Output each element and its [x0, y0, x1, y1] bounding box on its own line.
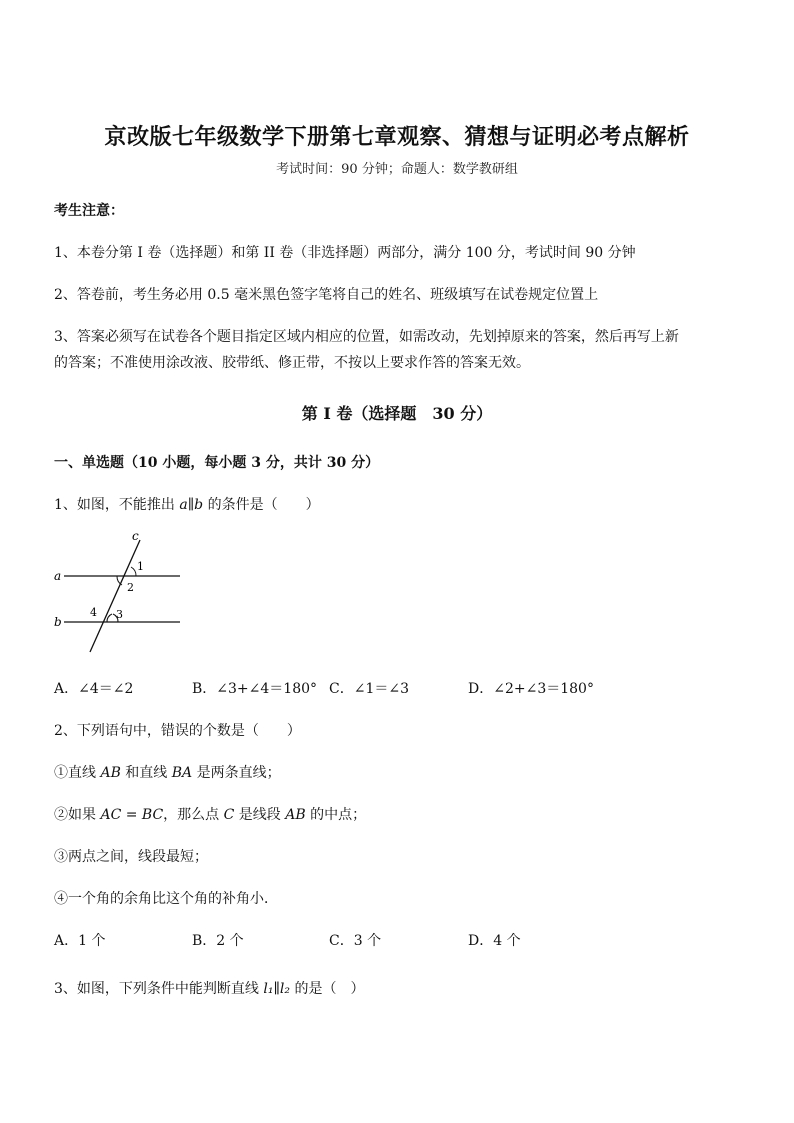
label-angle-2: 2 [127, 581, 134, 594]
question-3-math: l₁∥l₂ [263, 981, 291, 997]
question-2-statement-1 [54, 762, 281, 782]
notice-item-3: 3、答案必须写在试卷各个题目指定区域内相应的位置，如需改动，先划掉原来的答案，然后再写上新 [54, 329, 679, 345]
statement-2-text-b: ，那么点 [163, 807, 224, 823]
question-1-option-d[interactable]: D．∠2+∠3＝180° [468, 681, 594, 697]
question-2-option-b[interactable]: B．2 个 [192, 933, 244, 949]
label-b: b [54, 615, 62, 629]
question-2-option-d[interactable]: D．4 个 [468, 933, 521, 949]
question-3-text-a: 3、如图，下列条件中能判断直线 [54, 981, 264, 997]
question-2-statement-2 [54, 804, 366, 824]
statement-1-math-ab: AB [100, 765, 121, 781]
question-1-text-b: 的条件是（ ） [203, 497, 320, 513]
question-3-text-b: 的是（ ） [290, 981, 365, 997]
question-1-math: a∥b [179, 497, 204, 513]
label-a: a [54, 569, 62, 583]
angle-4-arc [107, 614, 112, 622]
question-2-stem: 2、下列语句中，错误的个数是（ ） [54, 723, 301, 739]
section-title: 第 I 卷（选择题 30 分） [301, 404, 493, 423]
line-c [90, 540, 140, 652]
statement-1-text-c: 是两条直线； [192, 765, 281, 781]
question-3-stem [54, 978, 364, 998]
part-heading: 一、单选题（10 小题，每小题 3 分，共计 30 分） [54, 455, 380, 471]
notice-heading: 考生注意： [54, 203, 124, 219]
question-1-stem [54, 494, 320, 514]
notice-item-1: 1、本卷分第 I 卷（选择题）和第 II 卷（非选择题）两部分，满分 100 分，考试时间 90 分钟 [54, 245, 636, 261]
question-1-option-a[interactable]: A．∠4＝∠2 [54, 681, 134, 697]
exam-info: 考试时间：90 分钟；命题人：数学教研组 [276, 162, 518, 177]
label-angle-3: 3 [116, 608, 123, 621]
question-2-statement-3: ③两点之间，线段最短； [54, 849, 208, 865]
statement-2-math-c: C [223, 807, 235, 823]
question-1-text-a: 1、如图，不能推出 [54, 497, 180, 513]
label-c: c [132, 529, 139, 543]
question-1-option-c[interactable]: C．∠1＝∠3 [329, 681, 409, 697]
page-title: 京改版七年级数学下册第七章观察、猜想与证明必考点解析 [104, 124, 690, 150]
label-angle-4: 4 [90, 606, 97, 619]
statement-1-math-ba: BA [171, 765, 193, 781]
question-1-figure [48, 528, 188, 656]
notice-item-2: 2、答卷前，考生务必用 0.5 毫米黑色签字笔将自己的姓名、班级填写在试卷规定位置上 [54, 287, 599, 303]
question-2-option-c[interactable]: C．3 个 [329, 933, 382, 949]
question-2-option-a[interactable]: A．1 个 [54, 933, 106, 949]
statement-1-text-a: ①直线 [54, 765, 101, 781]
statement-2-text-c: 是线段 [234, 807, 286, 823]
notice-item-3-cont: 的答案；不准使用涂改液、胶带纸、修正带，不按以上要求作答的答案无效。 [54, 355, 530, 371]
question-2-statement-4: ④一个角的余角比这个角的补角小． [54, 891, 278, 907]
label-angle-1: 1 [137, 560, 144, 573]
statement-2-text-d: 的中点； [305, 807, 367, 823]
statement-2-text-a: ②如果 [54, 807, 101, 823]
statement-1-text-b: 和直线 [120, 765, 172, 781]
angle-1-arc [131, 567, 136, 576]
question-1-option-b[interactable]: B．∠3+∠4＝180° [192, 681, 318, 697]
statement-2-math-eq: AC = BC [100, 807, 164, 823]
statement-2-math-ab: AB [285, 807, 306, 823]
